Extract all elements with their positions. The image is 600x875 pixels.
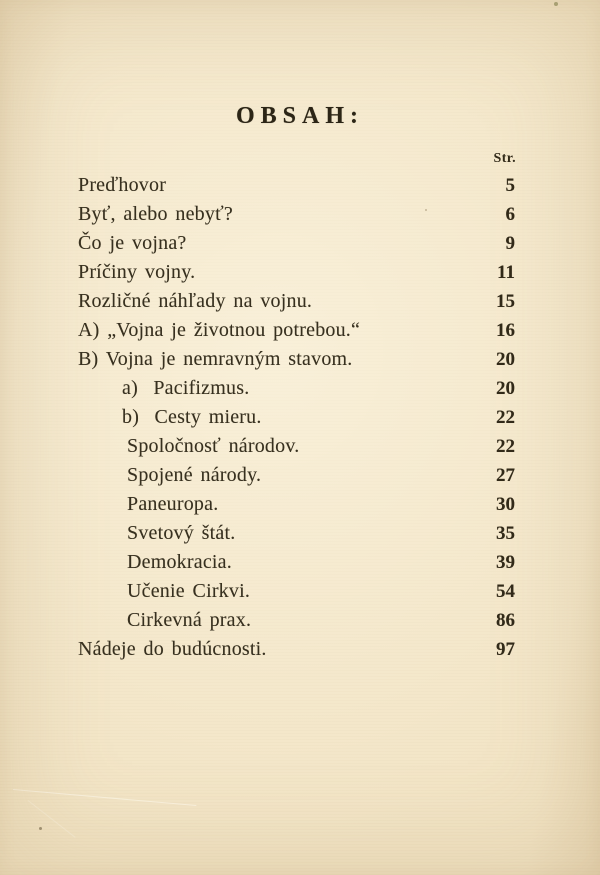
toc-entry-page-number: 11	[497, 262, 515, 283]
toc-entry	[78, 432, 515, 461]
toc-entry	[78, 548, 515, 577]
toc-entry-page-number: 27	[496, 465, 515, 486]
toc-entry-page-number: 39	[496, 552, 515, 573]
toc-entry	[78, 229, 515, 258]
paper-scratch	[13, 789, 196, 806]
toc-entry-page-number: 22	[496, 436, 515, 457]
toc-entry-page-number: 35	[496, 523, 515, 544]
toc-entry-label: Spojené národy.	[127, 464, 262, 486]
toc-entry-label: Demokracia.	[127, 551, 232, 573]
toc-entry	[78, 403, 515, 432]
toc-entry-label: a) Pacifizmus.	[122, 377, 250, 399]
toc-entry-page-number: 20	[496, 378, 515, 399]
toc-entry	[78, 635, 515, 664]
toc-entry-label: Rozličné náhľady na vojnu.	[78, 290, 313, 312]
toc-entry-page-number: 30	[496, 494, 515, 515]
toc-entry	[78, 171, 515, 200]
toc-entry-label: Čo je vojna?	[78, 232, 187, 254]
toc-entry-label: A) „Vojna je životnou potrebou.“	[78, 319, 361, 341]
toc-entry-page-number: 9	[505, 233, 515, 254]
toc-entry-label: Spoločnosť národov.	[127, 435, 300, 457]
toc-entry	[78, 490, 515, 519]
page-title: OBSAH:	[235, 103, 364, 129]
toc-entry-page-number: 6	[505, 204, 515, 225]
toc-entry	[78, 345, 515, 374]
toc-entry	[78, 200, 515, 229]
toc-entry-label: Nádeje do budúcnosti.	[78, 638, 267, 660]
toc-entry-page-number: 86	[496, 610, 515, 631]
toc-entry	[78, 374, 515, 403]
toc-entry-page-number: 16	[496, 320, 515, 341]
paper-speck	[554, 2, 558, 6]
page-number-column-header: Str.	[493, 151, 516, 166]
toc-entry	[78, 577, 515, 606]
toc-entry	[78, 461, 515, 490]
paper-speck	[39, 827, 42, 830]
toc-list	[78, 171, 515, 664]
toc-entry-page-number: 22	[496, 407, 515, 428]
toc-entry-label: Príčiny vojny.	[78, 261, 196, 283]
toc-entry	[78, 287, 515, 316]
toc-entry-label: Preďhovor	[78, 174, 167, 196]
toc-entry	[78, 258, 515, 287]
toc-entry-label: Paneuropa.	[127, 493, 219, 515]
toc-entry-label: Svetový štát.	[127, 522, 236, 544]
paper-scratch	[28, 800, 76, 838]
toc-entry	[78, 519, 515, 548]
toc-entry-page-number: 15	[496, 291, 515, 312]
toc-entry-label: Cirkevná prax.	[127, 609, 252, 631]
toc-entry-page-number: 5	[505, 175, 515, 196]
toc-entry	[78, 606, 515, 635]
toc-entry-label: Učenie Cirkvi.	[127, 580, 251, 602]
toc-entry-label: b) Cesty mieru.	[122, 406, 262, 428]
toc-entry	[78, 316, 515, 345]
toc-entry-page-number: 97	[496, 639, 515, 660]
toc-entry-label: B) Vojna je nemravným stavom.	[78, 348, 353, 370]
toc-entry-page-number: 54	[496, 581, 515, 602]
toc-entry-page-number: 20	[496, 349, 515, 370]
toc-entry-label: Byť, alebo nebyť?	[78, 203, 233, 225]
